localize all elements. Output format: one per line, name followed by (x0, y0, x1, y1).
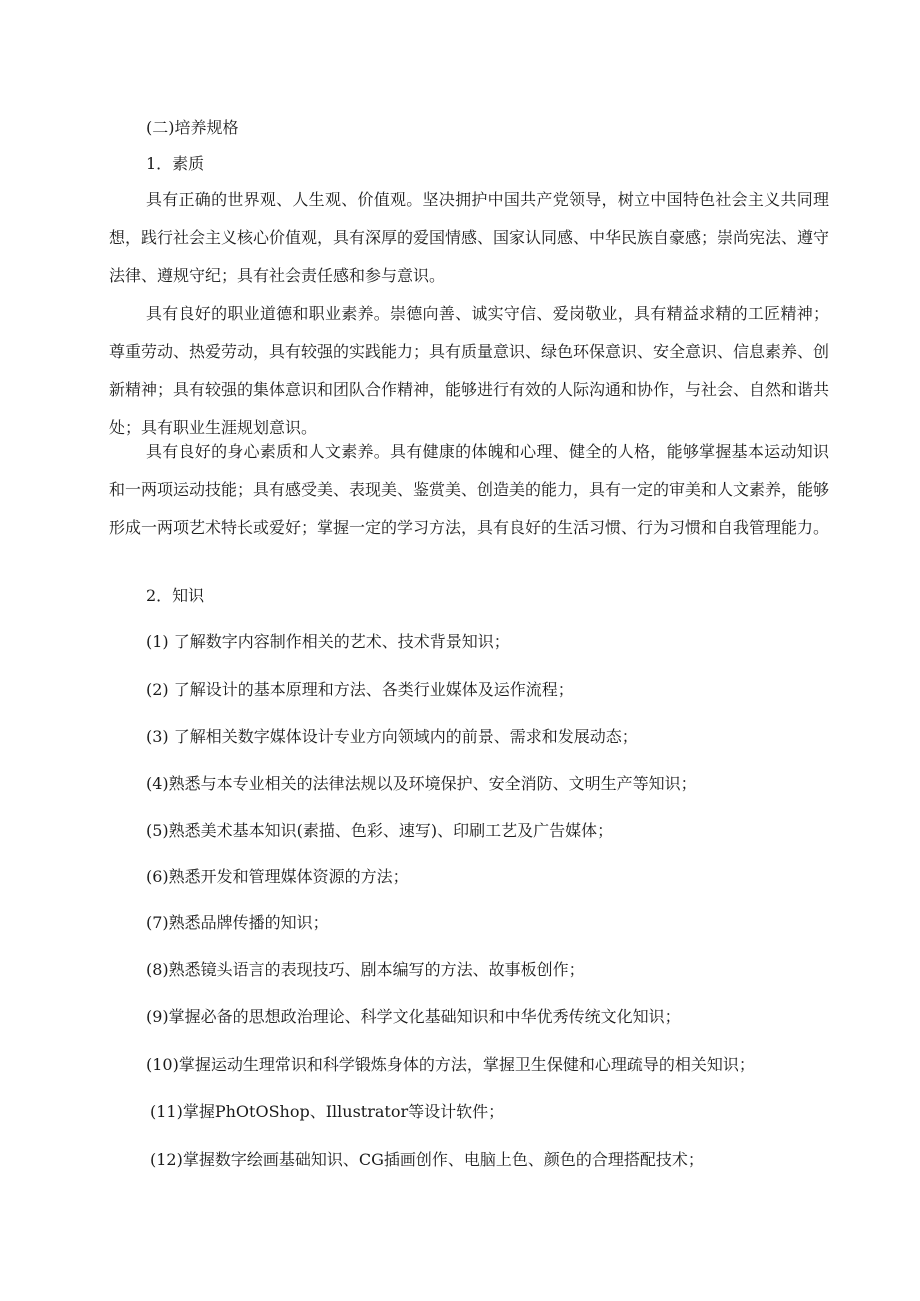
quality-paragraph: 具有良好的职业道德和职业素养。崇德向善、诚实守信、爱岗敬业，具有精益求精的工匠精神；尊重劳动、热爱劳动，具有较强的实践能力；具有质量意识、绿色环保意识、安全意识、信息素养、创新精神；具有较强的集体意识和团队合作精神，能够进行有效的人际沟通和协作，与社会、自然和谐共处；具有职业生涯规划意识。 (109, 304, 830, 437)
knowledge-item: (5)熟悉美术基本知识(素描、色彩、速写)、印刷工艺及广告媒体； (146, 821, 614, 840)
knowledge-item: (12)掌握数字绘画基础知识、CG插画创作、电脑上色、颜色的合理搭配技术； (150, 1150, 704, 1169)
knowledge-item: (9)掌握必备的思想政治理论、科学文化基础知识和中华优秀传统文化知识； (146, 1007, 681, 1026)
knowledge-item: (8)熟悉镜头语言的表现技巧、剧本编写的方法、故事板创作； (146, 960, 585, 979)
knowledge-item: (2) 了解设计的基本原理和方法、各类行业媒体及运作流程； (146, 680, 574, 699)
knowledge-item: (3) 了解相关数字媒体设计专业方向领域内的前景、需求和发展动态； (146, 727, 638, 746)
quality-paragraph: 具有正确的世界观、人生观、价值观。坚决拥护中国共产党领导，树立中国特色社会主义共同理想，践行社会主义核心价值观，具有深厚的爱国情感、国家认同感、中华民族自豪感；崇尚宪法、遵守法律、遵规守纪；具有社会责任感和参与意识。 (109, 190, 830, 285)
knowledge-item: (10)掌握运动生理常识和科学锻炼身体的方法，掌握卫生保健和心理疏导的相关知识； (146, 1055, 755, 1074)
knowledge-heading: 2．知识 (146, 586, 205, 605)
knowledge-item: (4)熟悉与本专业相关的法律法规以及环境保护、安全消防、文明生产等知识； (146, 774, 697, 793)
knowledge-item: (11)掌握PhOtOShop、Illustrator等设计软件； (150, 1102, 505, 1121)
section-heading: (二)培养规格 (146, 118, 239, 137)
knowledge-item: (6)熟悉开发和管理媒体资源的方法； (146, 867, 409, 886)
quality-heading: 1．素质 (146, 154, 205, 173)
knowledge-item: (7)熟悉品牌传播的知识； (146, 913, 329, 932)
knowledge-item: (1) 了解数字内容制作相关的艺术、技术背景知识； (146, 632, 510, 651)
quality-paragraph: 具有良好的身心素质和人文素养。具有健康的体魄和心理、健全的人格，能够掌握基本运动知识和一两项运动技能；具有感受美、表现美、鉴赏美、创造美的能力，具有一定的审美和人文素养，能够形成一两项艺术特长或爱好；掌握一定的学习方法，具有良好的生活习惯、行为习惯和自我管理能力。 (109, 442, 830, 537)
